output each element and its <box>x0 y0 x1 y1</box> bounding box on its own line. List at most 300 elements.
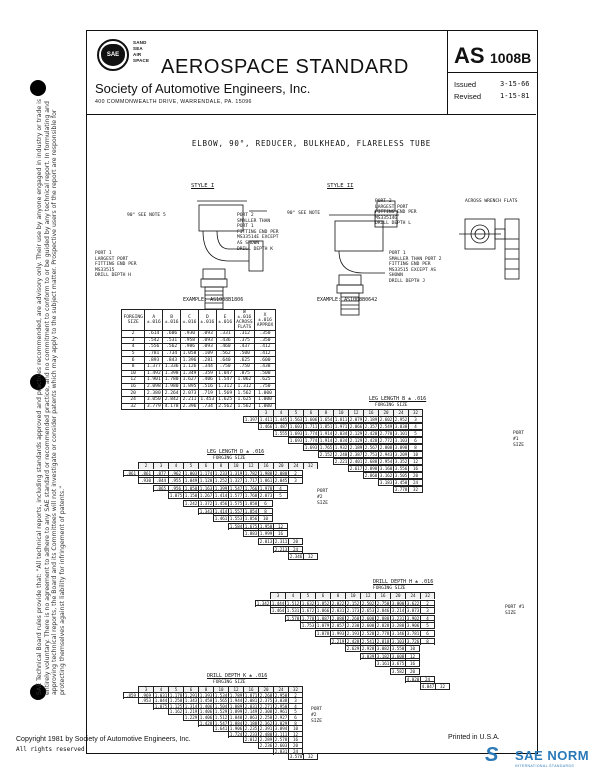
value-cell: 1.319 <box>229 470 243 476</box>
value-cell: 2.888 <box>376 615 390 621</box>
value-cell: 1.672 <box>301 608 315 614</box>
value-cell: 2.831 <box>274 748 288 754</box>
value-cell: .953 <box>138 698 153 704</box>
issued-label: Issued <box>454 80 477 89</box>
table-cell: .093 <box>198 344 216 351</box>
value-cell: 2.221 <box>334 459 348 464</box>
table-cell: .406 <box>198 377 216 384</box>
forging-size-header: 12 <box>348 410 363 416</box>
forging-size-header: 6 <box>183 687 198 693</box>
port-size-cell: 3 <box>288 698 303 704</box>
table-cell: 32 <box>122 403 145 410</box>
table-cell: .986 <box>181 344 199 351</box>
value-cell: 2.260 <box>346 615 360 621</box>
forging-size-header: 20 <box>258 687 273 693</box>
across-flats-label: ACROSS WRENCH FLATS <box>465 199 518 204</box>
table-cell: 1.126 <box>182 364 197 370</box>
value-cell: 1.654 <box>319 417 333 422</box>
value-cell: .865 <box>153 486 168 492</box>
drill-depth-k-side-label: PORT #2 SIZE <box>311 707 323 724</box>
table-cell: .093 <box>198 331 216 338</box>
value-cell: 1.641 <box>214 726 228 732</box>
value-cell: 2.357 <box>364 424 378 429</box>
value-cell: 1.397 <box>244 417 258 422</box>
value-cell: 1.314 <box>184 703 198 709</box>
value-cell: .955 <box>168 478 183 484</box>
table-cell: 1.895 <box>182 384 197 390</box>
stair-row <box>390 668 420 675</box>
table-cell: 1.780 <box>164 377 179 383</box>
table-cell: 1.562 <box>234 390 255 397</box>
value-cell: 2.943 <box>379 452 393 457</box>
value-cell: 2.189 <box>349 445 363 450</box>
value-cell: 2.346 <box>289 554 303 560</box>
port-size-cell: 4 <box>408 424 423 430</box>
forging-size-header: 8 <box>330 593 345 599</box>
value-cell: 2.079 <box>349 417 363 422</box>
value-cell: 1.444 <box>271 600 285 606</box>
value-cell: 2.750 <box>376 600 390 606</box>
table-cell: 1.312 <box>234 383 255 390</box>
style-1-port-1-note: PORT 1 LARGEST PORT FITTING END PER MS33515 DRILL DEPTH H <box>95 251 137 279</box>
port-size-cell: 2 <box>288 471 303 477</box>
forging-size-header: 5 <box>168 687 183 693</box>
table-cell: 1.562 <box>234 403 255 410</box>
value-cell: 3.570 <box>289 754 303 760</box>
value-cell: 1.693 <box>289 438 303 443</box>
value-cell: 1.531 <box>286 608 300 614</box>
forging-size-header: 16 <box>375 593 390 599</box>
value-cell: 2.129 <box>349 438 363 443</box>
value-cell: 1.577 <box>229 493 243 499</box>
style-1-example: EXAMPLE: AS1008B1806 <box>183 297 244 303</box>
forging-size-header: 16 <box>363 410 378 416</box>
table-cell: .093 <box>198 337 216 344</box>
table-cell: .436 <box>216 337 234 344</box>
value-cell: 1.906 <box>229 726 243 732</box>
value-cell: 1.406 <box>199 709 213 715</box>
forging-size-header: 3 <box>153 463 168 469</box>
value-cell: 2.271 <box>259 703 273 709</box>
value-cell: 3.161 <box>376 661 390 667</box>
value-cell: 2.173 <box>346 608 360 614</box>
value-cell: 1.789 <box>229 692 243 698</box>
value-cell: 2.541 <box>361 638 375 644</box>
table-cell: 1.047 <box>218 370 233 376</box>
value-cell: 1.075 <box>154 703 168 709</box>
port-size-cell: 20 <box>408 473 423 479</box>
value-cell: 1.229 <box>184 715 198 720</box>
table-cell: 1.349 <box>182 370 197 376</box>
forging-size-header: 12 <box>228 687 243 693</box>
table-cell: 2.098 <box>146 384 161 390</box>
table-cell: 16 <box>122 383 145 390</box>
stair-row <box>333 458 423 465</box>
value-cell: 2.401 <box>349 459 363 464</box>
forging-size-header: 32 <box>408 410 423 416</box>
value-cell: 1.603 <box>289 424 303 429</box>
style-1-label: STYLE I <box>191 183 215 189</box>
forging-size-header: 32 <box>420 593 435 599</box>
value-cell: 1.887 <box>316 615 330 621</box>
sae-logo-mark: SAE <box>101 44 125 66</box>
table-cell: .500 <box>255 370 276 377</box>
value-cell: 2.480 <box>259 731 273 737</box>
value-cell: 2.152 <box>346 600 360 606</box>
table-cell: .750 <box>216 363 234 370</box>
value-cell: 2.236 <box>259 743 273 748</box>
value-cell: 1.774 <box>304 438 318 443</box>
stair-row <box>243 416 423 423</box>
value-cell: 2.022 <box>331 600 345 606</box>
forging-size-header: 10 <box>228 463 243 469</box>
value-cell: 3.098 <box>394 445 408 450</box>
table-cell: 1.312 <box>218 384 233 390</box>
value-cell: 1.411 <box>259 417 273 422</box>
table-cell: .542 <box>145 337 163 344</box>
value-cell: 1.003 <box>184 470 198 476</box>
value-cell: 3.781 <box>406 631 420 636</box>
value-cell: 1.150 <box>184 493 198 499</box>
value-cell: 2.308 <box>259 709 273 715</box>
forging-size-header: 24 <box>405 593 420 599</box>
value-cell: 4.020 <box>406 676 420 682</box>
table-cell: .516 <box>198 383 216 390</box>
value-cell: 1.174 <box>199 470 213 476</box>
table-row <box>122 337 276 344</box>
value-cell: 2.066 <box>349 424 363 429</box>
port-size-cell: 20 <box>405 669 420 675</box>
forging-size-header: 4 <box>153 687 168 693</box>
port-size-cell: 24 <box>420 677 435 683</box>
value-cell: 1.840 <box>229 715 243 720</box>
stair-row <box>288 437 423 444</box>
table-cell: 1.000 <box>255 396 276 403</box>
stair-row <box>315 630 435 637</box>
logo-word: AIR <box>133 52 142 57</box>
value-cell: .877 <box>153 471 168 477</box>
forging-size-header: 20 <box>390 593 405 599</box>
stair-row <box>198 508 273 515</box>
port-size-cell: 12 <box>405 654 420 660</box>
table-cell: .719 <box>198 390 216 397</box>
value-cell: 3.873 <box>406 608 420 614</box>
port-size-cell: 12 <box>288 732 303 738</box>
table-cell: 1.058 <box>182 351 197 357</box>
port-size-cell: 10 <box>288 726 303 732</box>
value-cell: 2.235 <box>244 726 258 732</box>
value-cell: 3.111 <box>274 731 288 737</box>
stair-row <box>168 492 288 499</box>
forging-size-header: 3 <box>258 410 273 416</box>
value-cell: 2.617 <box>349 466 363 471</box>
table-cell: .556 <box>145 344 163 351</box>
logo-word: SEA <box>133 46 143 51</box>
value-cell: 1.878 <box>316 631 330 636</box>
value-cell: 1.575 <box>229 501 243 506</box>
style-1-angle-note: 90° SEE NOTE 5 <box>127 213 166 218</box>
value-cell: 3.231 <box>391 615 405 621</box>
value-cell: 1.899 <box>229 709 243 715</box>
dimension-table <box>121 309 276 410</box>
port-size-cell: 4 <box>420 616 435 622</box>
value-cell: 2.600 <box>361 623 375 629</box>
value-cell: 1.889 <box>229 703 243 709</box>
value-cell: 3.582 <box>391 669 405 674</box>
value-cell: 1.632 <box>301 600 315 606</box>
stair-row <box>360 653 420 660</box>
stair-row <box>405 676 435 683</box>
table-cell: 3.050 <box>146 397 161 403</box>
value-cell: 3.103 <box>391 638 405 644</box>
value-cell: 1.914 <box>319 438 333 443</box>
value-cell: .930 <box>138 478 153 484</box>
table-cell: 12 <box>122 377 145 384</box>
value-cell: 2.629 <box>346 646 360 652</box>
logo-words <box>133 40 149 64</box>
watermark-text: SAE NORM <box>515 748 590 763</box>
stair-row <box>330 638 435 645</box>
forging-size-header: 5 <box>183 463 198 469</box>
port-size-cell: 8 <box>288 721 303 727</box>
table-cell: 1.569 <box>218 390 233 396</box>
table-cell: 5 <box>122 350 145 357</box>
stair-row <box>378 479 423 486</box>
column-header: FORGING SIZE <box>122 310 145 331</box>
value-cell: 1.049 <box>184 478 198 484</box>
table-row <box>122 363 276 370</box>
value-cell: 2.567 <box>364 445 378 450</box>
value-cell: 1.563 <box>289 417 303 422</box>
value-cell: 3.038 <box>274 698 288 704</box>
value-cell: 1.765 <box>319 445 333 450</box>
table-cell: .750 <box>234 363 255 370</box>
table-cell: 1.980 <box>164 384 179 390</box>
stair-row <box>138 477 303 484</box>
stair-row <box>258 423 423 430</box>
value-cell: 3.039 <box>361 653 375 659</box>
table-cell: 1.901 <box>146 377 161 383</box>
forging-size-header: 6 <box>198 463 213 469</box>
value-cell: 1.565 <box>214 698 228 704</box>
value-cell: 2.063 <box>244 715 258 720</box>
value-cell: 4.047 <box>421 684 435 690</box>
stair-row <box>300 622 435 629</box>
value-cell: 2.653 <box>361 608 375 614</box>
value-cell: 2.189 <box>364 417 378 422</box>
value-cell: 3.094 <box>274 726 288 732</box>
value-cell: 2.387 <box>349 452 363 457</box>
value-cell: 1.914 <box>319 431 333 436</box>
table-cell: .734 <box>163 350 181 357</box>
port-size-cell: 10 <box>405 646 420 652</box>
value-cell: 1.557 <box>229 508 243 514</box>
value-cell: 2.219 <box>331 638 345 644</box>
value-cell: 3.352 <box>394 459 408 464</box>
table-cell: 2.396 <box>182 403 197 409</box>
value-cell: .844 <box>153 478 168 484</box>
value-cell: 2.152 <box>319 452 333 457</box>
table-cell: 1.396 <box>182 357 197 363</box>
table-cell: .600 <box>255 357 276 364</box>
value-cell: 1.466 <box>259 424 273 429</box>
forging-size-header: 5 <box>300 593 315 599</box>
table-cell: 3 <box>122 337 145 344</box>
value-cell: 2.950 <box>274 703 288 709</box>
table-cell: .531 <box>163 337 181 344</box>
value-cell: 1.414 <box>214 493 228 499</box>
value-cell: 2.818 <box>376 638 390 644</box>
value-cell: 1.291 <box>184 692 198 698</box>
table-cell: .781 <box>145 350 163 357</box>
value-cell: .861 <box>138 471 153 477</box>
port-size-cell: 24 <box>288 547 303 553</box>
value-cell: 2.268 <box>259 692 273 698</box>
stair-row <box>318 451 423 458</box>
stair-row <box>363 472 423 479</box>
value-cell: 1.778 <box>301 615 315 621</box>
value-cell: 2.898 <box>364 466 378 471</box>
port-size-cell: 32 <box>408 487 423 493</box>
table-cell: 2.842 <box>164 397 179 403</box>
table-cell: 1.453 <box>200 397 215 403</box>
stair-row <box>420 683 450 690</box>
punch-hole-top <box>30 80 46 96</box>
port-size-cell: 20 <box>288 539 303 545</box>
value-cell: 1.406 <box>199 703 213 709</box>
table-cell: .437 <box>234 344 255 351</box>
table-cell: 2.562 <box>218 403 233 409</box>
value-cell: 1.988 <box>259 470 273 476</box>
table-cell: 1.000 <box>255 403 276 410</box>
value-cell: 1.851 <box>319 424 333 429</box>
table-row <box>122 396 276 403</box>
value-cell: 2.362 <box>259 720 273 726</box>
forging-size-header: 32 <box>288 687 303 693</box>
value-cell: 2.188 <box>244 720 258 726</box>
value-cell: 2.233 <box>244 731 258 737</box>
forging-size-header: 10 <box>333 410 348 416</box>
value-cell: 1.393 <box>199 692 213 698</box>
value-cell: 1.578 <box>286 615 300 621</box>
port-size-cell: 20 <box>288 743 303 749</box>
table-cell: .350 <box>255 331 276 338</box>
value-cell: 1.445 <box>274 417 288 422</box>
logo-word: SAND <box>133 40 147 45</box>
value-cell: 3.675 <box>391 661 405 667</box>
value-cell: 2.031 <box>244 703 258 709</box>
value-cell: 1.555 <box>274 431 288 436</box>
table-cell: .312 <box>234 331 255 338</box>
document-number-cell <box>448 31 537 73</box>
value-cell: 2.778 <box>376 631 390 636</box>
table-cell: .438 <box>255 363 276 370</box>
table-cell: .281 <box>198 357 216 364</box>
value-cell: 2.193 <box>346 631 360 636</box>
value-cell: 2.688 <box>364 459 378 464</box>
table-row <box>122 344 276 351</box>
copyright-line: Copyright 1981 by Society of Automotive Engineers, Inc. <box>16 736 191 743</box>
table-row <box>122 403 276 410</box>
value-cell: 2.603 <box>274 743 288 748</box>
leg-length-b-title: LEG LENGTH B ± .016 <box>369 396 427 402</box>
value-cell: 1.950 <box>259 523 273 529</box>
value-cell: 1.884 <box>229 720 243 726</box>
value-cell: 3.906 <box>406 623 420 629</box>
forging-size-header: 16 <box>258 463 273 469</box>
value-cell: 3.029 <box>274 720 288 726</box>
value-cell: 2.961 <box>274 709 288 715</box>
value-cell: 1.978 <box>259 485 273 491</box>
value-cell: 1.534 <box>214 692 228 698</box>
value-cell: 1.044 <box>154 698 168 704</box>
organization-name: Society of Automotive Engineers, Inc. <box>95 81 311 96</box>
document-number-box <box>447 31 536 115</box>
value-cell: 1.811 <box>334 417 348 422</box>
table-cell: .109 <box>198 350 216 357</box>
stair-header-row <box>270 592 435 599</box>
value-cell: 1.858 <box>244 501 258 506</box>
stair-row <box>270 607 435 614</box>
forging-size-header: 24 <box>288 463 303 469</box>
value-cell: 1.219 <box>184 709 198 715</box>
table-cell: .350 <box>255 337 276 344</box>
document-prefix: AS <box>454 43 485 68</box>
value-cell: 1.606 <box>304 417 318 422</box>
stair-row <box>288 753 318 760</box>
stair-row <box>273 430 423 437</box>
value-cell: 1.768 <box>244 493 258 499</box>
value-cell: 2.528 <box>361 631 375 636</box>
table-cell: 1.336 <box>164 364 179 370</box>
forging-size-header: 5 <box>288 410 303 416</box>
table-cell: 2.073 <box>182 390 197 396</box>
value-cell: 1.050 <box>184 485 198 491</box>
value-cell: 1.883 <box>244 531 258 537</box>
stair-row <box>375 660 420 667</box>
port-size-cell: 12 <box>408 459 423 465</box>
forging-size-header: 12 <box>243 463 258 469</box>
port-size-cell: 16 <box>408 466 423 472</box>
value-cell: .859 <box>123 693 138 699</box>
value-cell: 3.160 <box>379 466 393 471</box>
value-cell: 2.012 <box>244 737 258 743</box>
value-cell: 2.808 <box>379 445 393 450</box>
value-cell: 3.902 <box>406 615 420 621</box>
value-cell: 1.125 <box>169 703 183 709</box>
leg-length-b-side-label: PORT #1 SIZE <box>513 431 525 448</box>
value-cell: 3.000 <box>391 600 405 606</box>
column-header: X ±.016 APPROX <box>255 310 276 331</box>
column-header: E ±.016 <box>216 310 234 331</box>
value-cell: 2.502 <box>361 600 375 606</box>
value-cell: 1.971 <box>334 424 348 429</box>
value-cell: 2.057 <box>331 623 345 629</box>
port-size-cell: 10 <box>258 516 273 522</box>
forging-size-header: 3 <box>138 687 153 693</box>
value-cell: 1.504 <box>214 703 228 709</box>
port-size-cell: 12 <box>273 524 288 530</box>
value-cell: 1.372 <box>199 501 213 506</box>
port-size-cell: 8 <box>258 509 273 515</box>
value-cell: 1.724 <box>229 731 243 737</box>
table-cell: .606 <box>163 331 181 338</box>
port-size-cell: 24 <box>408 480 423 486</box>
port-size-cell: 10 <box>408 452 423 458</box>
document-number: 1008B <box>490 50 532 66</box>
column-header: B ±.016 <box>163 310 181 331</box>
port-size-cell: 32 <box>435 684 450 690</box>
